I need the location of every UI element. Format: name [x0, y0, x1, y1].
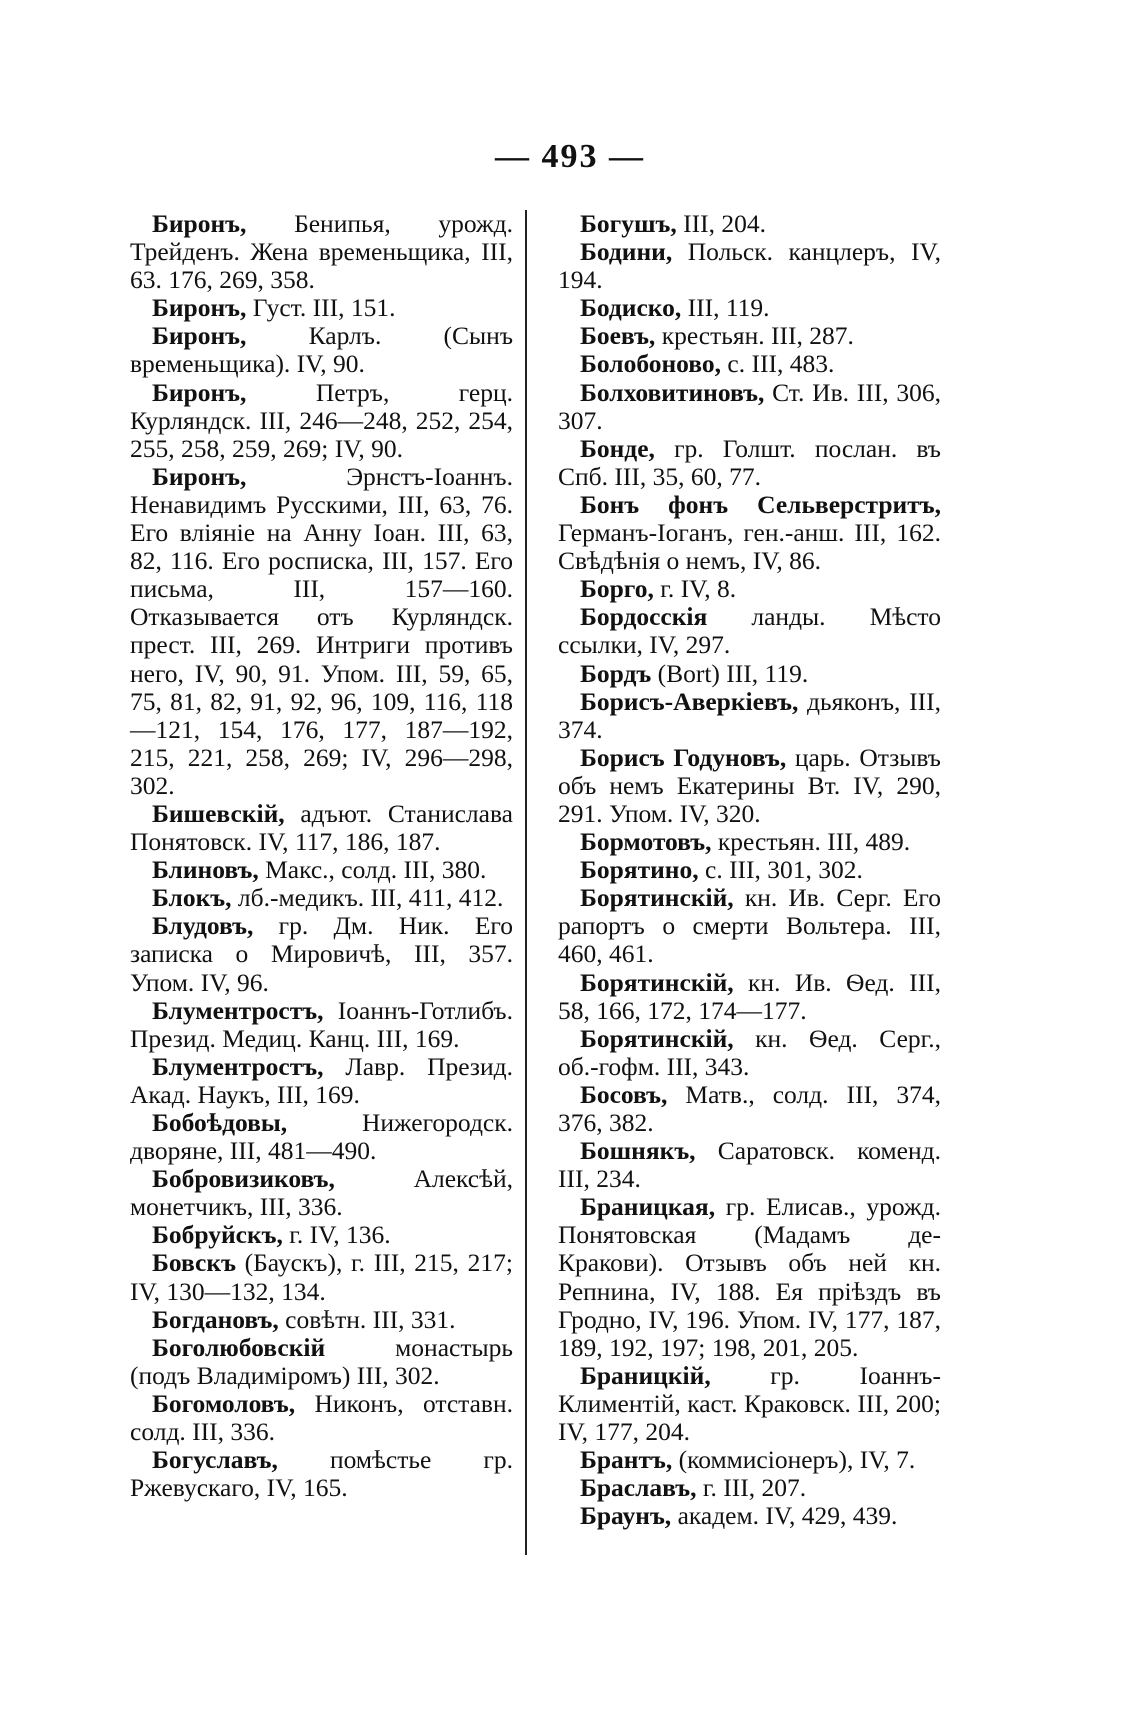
entry-text: монастырь (подъ Владиміромъ) III, 302. [130, 1332, 513, 1390]
index-entry [130, 1249, 513, 1305]
entry-headword: Боголюбовскій [152, 1332, 326, 1362]
index-entry [130, 1306, 513, 1334]
entry-text: Матв., солд. III, 374, 376, 382. [558, 1079, 941, 1137]
entry-text: помѣстье гр. Ржевускаго, IV, 165. [130, 1445, 513, 1503]
index-entry [130, 1390, 513, 1446]
entry-text: Макс., солд. III, 380. [258, 855, 487, 885]
index-entry [558, 1025, 941, 1081]
index-entry [558, 884, 941, 968]
index-entry [130, 1109, 513, 1165]
entry-headword: Борятинскій, [580, 967, 734, 997]
entry-text: с. III, 483. [721, 349, 835, 379]
index-entry [558, 603, 941, 659]
entry-headword: Браунъ, [580, 1501, 672, 1531]
index-entry [558, 322, 941, 350]
index-entry [558, 238, 941, 294]
entry-text: Ст. Ив. III, 306, 307. [558, 377, 941, 435]
entry-text: III, 204. [676, 209, 766, 238]
entry-headword: Борятинскій, [580, 1023, 734, 1053]
entry-headword: Блокъ, [152, 883, 232, 913]
entry-headword: Бишевскій, [152, 798, 285, 828]
column-divider [525, 210, 527, 1555]
entry-text: адъют. Станислава Понятовск. IV, 117, 186, 187. [130, 798, 513, 857]
entry-text: (Баускъ), г. III, 215, 217; IV, 130—132, 134. [130, 1248, 513, 1306]
entry-text: Карлъ. (Сынъ временьщика). IV, 90. [130, 321, 513, 379]
entry-headword: Борисъ-Аверкіевъ, [580, 686, 799, 716]
entry-headword: Богомоловъ, [152, 1388, 296, 1418]
entry-headword: Болобоново, [580, 349, 722, 379]
entry-text: кн. Ив. Серг. Его рапортъ о смерти Вольтера. III, 460, 461. [558, 883, 941, 969]
entry-text: Германъ-Іоганъ, ген.-анш. III, 162. Свѣдѣнія о немъ, IV, 86. [558, 518, 941, 576]
index-entry [558, 1362, 941, 1446]
index-entry [558, 294, 941, 322]
index-entry [130, 1053, 513, 1109]
entry-text: с. III, 301, 302. [698, 855, 863, 885]
entry-headword: Браницкій, [580, 1360, 711, 1390]
index-entry [558, 575, 941, 603]
entry-text: Бенипья, урожд. Трейденъ. Жена временьщика, III, 63. 176, 269, 358. [130, 209, 513, 295]
entry-text: (Bort) III, 119. [651, 658, 809, 688]
entry-text: царь. Отзывъ объ немъ Екатерины Вт. IV, 290, 291. Упом. IV, 320. [558, 742, 941, 828]
entry-headword: Блудовъ, [152, 911, 254, 941]
index-entry [558, 1081, 941, 1137]
index-entry [558, 1502, 941, 1530]
index-entry [130, 1221, 513, 1249]
entry-headword: Бордосскія [580, 602, 708, 632]
entry-headword: Бодиско, [580, 293, 682, 323]
entry-text: III, 119. [681, 293, 770, 323]
entry-headword: Бодини, [580, 237, 673, 267]
index-entry [130, 1334, 513, 1390]
index-entry [130, 884, 513, 912]
entry-text: крестьян. III, 287. [655, 321, 854, 351]
entry-text: совѣтн. III, 331. [278, 1304, 456, 1334]
entry-headword: Богушъ, [580, 209, 677, 238]
entry-text: г. IV, 136. [282, 1220, 391, 1250]
index-entry [558, 1137, 941, 1193]
index-entry [130, 1446, 513, 1502]
entry-headword: Бобруйскъ, [152, 1220, 283, 1250]
entry-text: Саратовск. коменд. III, 234. [558, 1136, 941, 1194]
entry-headword: Браславъ, [580, 1473, 697, 1503]
entry-text: Густ. III, 151. [246, 293, 396, 323]
index-entry [558, 1474, 941, 1502]
index-entry [558, 856, 941, 884]
entry-text: крестьян. III, 489. [711, 827, 911, 857]
entry-headword: Блументростъ, [152, 1051, 324, 1081]
entry-headword: Бобровизиковъ, [152, 1164, 335, 1194]
index-entry [130, 210, 513, 294]
entry-headword: Брантъ, [580, 1445, 673, 1475]
index-entry [130, 379, 513, 463]
index-entry [558, 1193, 941, 1362]
entry-headword: Богдановъ, [152, 1304, 279, 1334]
entry-text: Польск. канцлеръ, IV, 194. [558, 237, 941, 295]
entry-text: академ. IV, 429, 439. [671, 1501, 898, 1531]
entry-text: дьяконъ, III, 374. [558, 686, 941, 744]
entry-headword: Биронъ, [152, 321, 247, 351]
entry-text: Эрнстъ-Іоаннъ. Ненавидимъ Русскими, III, 63, 76. Его вліяніе на Анну Іоан. III, 63, 82, 116. Его росписка, III, 157. Его письма, III, 157—160. Отказывается отъ Курляндск. прест. III, 269. Интриги противъ него, IV, 90, 91. Упом. III, 59, 65, 75, 81, 82, 91, 92, 96, 109, 116, 118—121, 154, 176, 177, 187—192, 215, 221, 258, 269; IV, 296—298, 302. [130, 461, 513, 800]
entry-text: Іоаннъ-Готлибъ. Презид. Медиц. Канц. III, 169. [130, 995, 513, 1053]
index-entry [558, 660, 941, 688]
entry-headword: Бормотовъ, [580, 827, 712, 857]
left-column [130, 210, 513, 1502]
index-entry [558, 350, 941, 378]
entry-headword: Блиновъ, [152, 855, 259, 885]
entry-headword: Бобоѣдовы, [152, 1108, 288, 1137]
right-column [558, 210, 941, 1530]
entry-headword: Борго, [580, 574, 654, 604]
index-entry [558, 1446, 941, 1474]
entry-headword: Браницкая, [580, 1192, 716, 1222]
entry-headword: Босовъ, [580, 1079, 668, 1109]
entry-text: Алексѣй, монетчикъ, III, 336. [130, 1164, 513, 1222]
entry-headword: Биронъ, [152, 461, 247, 491]
index-entry [558, 379, 941, 435]
index-entry [130, 322, 513, 378]
entry-text: Нижегородск. дворяне, III, 481—490. [130, 1108, 513, 1166]
entry-headword: Болховитиновъ, [580, 377, 765, 407]
entry-headword: Богуславъ, [152, 1445, 278, 1475]
entry-headword: Биронъ, [152, 377, 247, 407]
entry-text: ланды. Мѣсто ссылки, IV, 297. [558, 602, 941, 660]
entry-text: Никонъ, отставн. солд. III, 336. [130, 1388, 513, 1447]
index-entry [130, 856, 513, 884]
entry-text: гр. Іоаннъ-Климентій, каст. Краковск. III, 200; IV, 177, 204. [558, 1360, 941, 1447]
index-entry [558, 491, 941, 575]
index-entry [130, 997, 513, 1053]
index-entry [558, 744, 941, 828]
entry-headword: Боевъ, [580, 321, 656, 351]
entry-text: г. IV, 8. [653, 574, 737, 604]
index-entry [558, 688, 941, 744]
entry-headword: Блументростъ, [152, 995, 324, 1025]
entry-headword: Борятино, [580, 855, 699, 885]
page-number: — 493 — [495, 138, 645, 175]
entry-headword: Бонъ фонъ Сельверстритъ, [580, 489, 941, 519]
entry-headword: Биронъ, [152, 209, 247, 238]
index-entry [130, 800, 513, 856]
entry-text: гр. Елисав., урожд. Понятовская (Мадамъ де-Кракови). Отзывъ объ ней кн. Репнина, IV, 188. Ея пріѣздъ въ Гродно, IV, 196. Упом. IV, 177, 187, 189, 192, 197; 198, 201, 205. [558, 1192, 941, 1362]
entry-text: (коммисіонеръ), IV, 7. [672, 1445, 916, 1475]
entry-text: гр. Голшт. послан. въ Спб. III, 35, 60, 77. [558, 433, 941, 491]
entry-headword: Биронъ, [152, 293, 247, 323]
entry-headword: Борисъ Годуновъ, [580, 742, 787, 772]
entry-text: г. III, 207. [696, 1473, 807, 1503]
index-entry [558, 435, 941, 491]
entry-headword: Бовскъ [152, 1248, 236, 1278]
entry-text: кн. Ѳед. Серг., об.-гофм. III, 343. [558, 1023, 941, 1081]
index-entry [130, 1165, 513, 1221]
index-entry [130, 294, 513, 322]
entry-text: Лавр. Презид. Акад. Наукъ, III, 169. [130, 1051, 513, 1109]
entry-text: лб.-медикъ. III, 411, 412. [231, 883, 504, 913]
index-entry [558, 210, 941, 238]
entry-headword: Бордъ [580, 658, 652, 688]
index-entry [558, 828, 941, 856]
index-entry [130, 463, 513, 800]
entry-headword: Бонде, [580, 433, 655, 463]
index-entry [130, 912, 513, 996]
entry-text: Петръ, герц. Курляндск. III, 246—248, 252, 254, 255, 258, 259, 269; IV, 90. [130, 377, 513, 463]
entry-headword: Борятинскій, [580, 883, 734, 913]
entry-text: кн. Ив. Ѳед. III, 58, 166, 172, 174—177. [558, 967, 941, 1025]
index-entry [558, 969, 941, 1025]
entry-headword: Бошнякъ, [580, 1136, 696, 1166]
entry-text: гр. Дм. Ник. Его записка о Мировичѣ, III, 357. Упом. IV, 96. [130, 911, 513, 997]
